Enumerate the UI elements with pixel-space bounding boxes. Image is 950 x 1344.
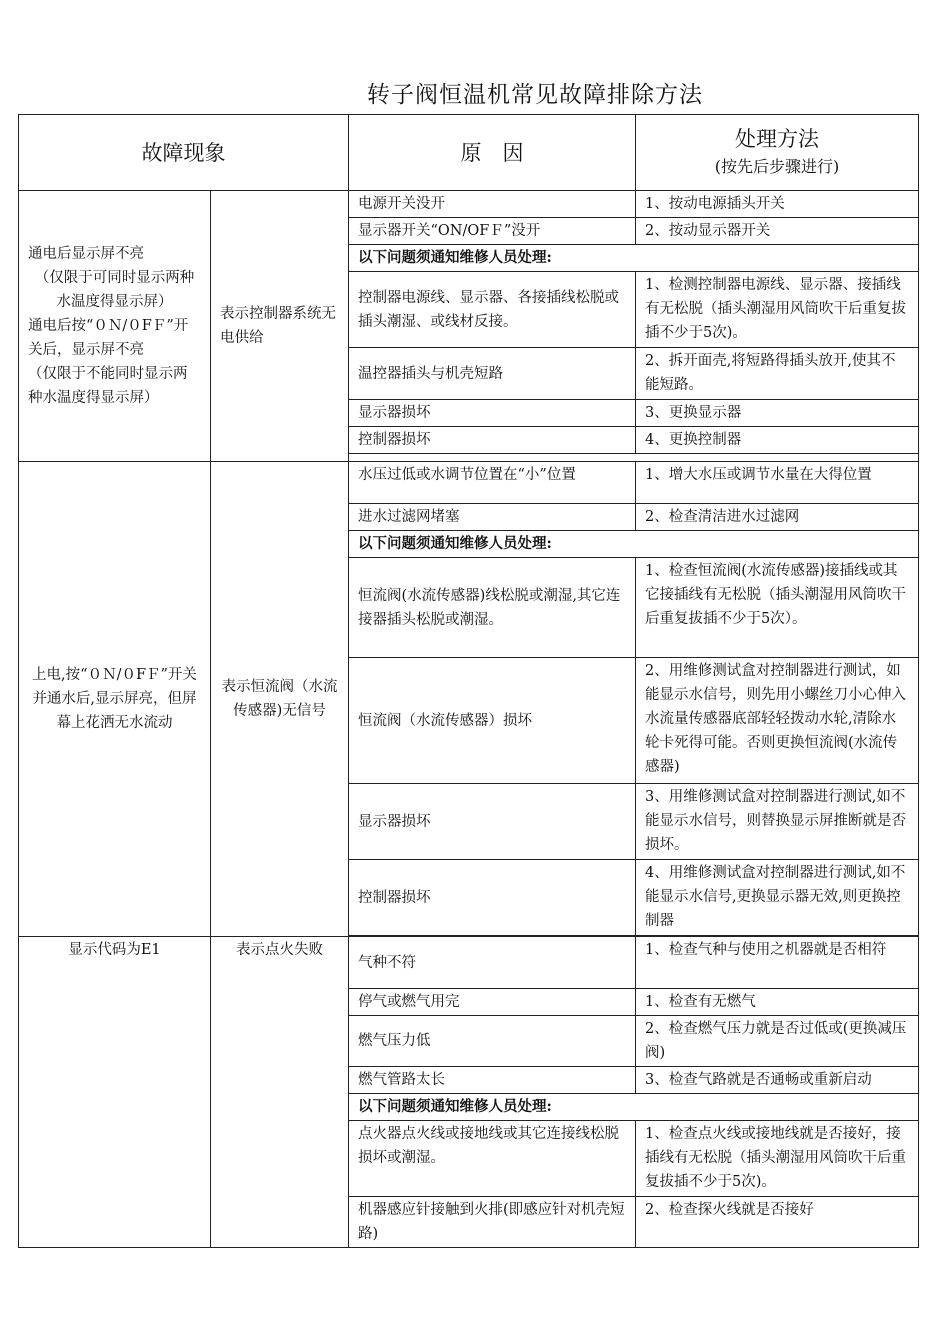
header-symptom: 故障现象 bbox=[19, 115, 349, 191]
meaning-cell: 表示恒流阀（水流传感器)无信号 bbox=[211, 462, 349, 937]
cause-cell: 控制器电源线、显示器、各接插线松脱或插头潮湿、或线材反接。 bbox=[349, 272, 636, 348]
meaning-cell: 表示点火失败 bbox=[211, 937, 349, 1248]
cause-cell: 控制器损坏 bbox=[349, 427, 636, 454]
table-row bbox=[19, 937, 919, 989]
cause-cell: 恒流阀(水流传感器)线松脱或潮湿,其它连接器插头松脱或潮湿。 bbox=[349, 558, 636, 658]
troubleshooting-table bbox=[18, 114, 919, 1248]
notice-text: 以下问题须通知维修人员处理: bbox=[349, 531, 919, 558]
cause-cell: 温控器插头与机壳短路 bbox=[349, 348, 636, 400]
cause-cell: 显示器开关“ON/OFＦ”没开 bbox=[349, 218, 636, 245]
symptom-line: （仅限于可同时显示两种水温度得显示屏） bbox=[34, 270, 195, 310]
meaning-cell: 表示控制器系统无电供给 bbox=[211, 191, 349, 462]
fix-cell: 1、检测控制器电源线、显示器、接插线有无松脱（插头潮湿用风筒吹干后重复拔插不少于5次)。 bbox=[636, 272, 919, 348]
fix-cell: 1、按动电源插头开关 bbox=[636, 191, 919, 218]
cause-cell: 进水过滤网堵塞 bbox=[349, 504, 636, 531]
fix-cell: 1、增大水压或调节水量在大得位置 bbox=[636, 462, 919, 504]
table-header-row bbox=[19, 115, 919, 191]
fix-cell: 2、拆开面壳,将短路得插头放开,使其不能短路。 bbox=[636, 348, 919, 400]
cause-cell: 燃气压力低 bbox=[349, 1016, 636, 1067]
symptom-line: 通电后显示屏不亮 bbox=[28, 246, 144, 262]
symptom-cell: 显示代码为E1 bbox=[19, 937, 211, 1248]
fix-cell: 1、检查气种与使用之机器就是否相符 bbox=[636, 937, 919, 989]
symptom-line: 通电后按“０Ｎ/０FＦ”开关后，显示屏不亮 bbox=[28, 318, 189, 358]
symptom-cell bbox=[19, 191, 211, 462]
notice-text: 以下问题须通知维修人员处理: bbox=[349, 1094, 919, 1121]
fix-cell: 1、检查点火线或接地线就是否接好，接插线有无松脱（插头潮湿用风筒吹干后重复拔插不少于5次)。 bbox=[636, 1121, 919, 1197]
cause-cell: 燃气管路太长 bbox=[349, 1067, 636, 1094]
fix-cell: 3、更换显示器 bbox=[636, 400, 919, 427]
header-fix-label: 处理方法 bbox=[735, 126, 819, 151]
fix-cell: 2、用维修测试盒对控制器进行测试，如能显示水信号，则先用小螺丝刀小心伸入水流量传感器底部轻轻拨动水轮,清除水轮卡死得可能。否则更换恒流阀(水流传感器) bbox=[636, 658, 919, 784]
fix-cell: 2、按动显示器开关 bbox=[636, 218, 919, 245]
fix-cell: 2、检查探火线就是否接好 bbox=[636, 1197, 919, 1248]
header-cause: 原 因 bbox=[349, 115, 636, 191]
cause-cell: 显示器损坏 bbox=[349, 400, 636, 427]
cause-cell: 停气或燃气用完 bbox=[349, 989, 636, 1016]
cause-cell: 控制器损坏 bbox=[349, 860, 636, 936]
notice-text: 以下问题须通知维修人员处理: bbox=[349, 245, 919, 272]
cause-cell: 点火器点火线或接地线或其它连接线松脱损坏或潮湿。 bbox=[349, 1121, 636, 1197]
fix-cell: 3、用维修测试盒对控制器进行测试,如不能显示水信号，则替换显示屏推断就是否损坏。 bbox=[636, 784, 919, 860]
fix-cell: 4、更换控制器 bbox=[636, 427, 919, 454]
table-row bbox=[19, 191, 919, 218]
table-row bbox=[19, 462, 919, 504]
cause-cell: 显示器损坏 bbox=[349, 784, 636, 860]
header-fix bbox=[636, 115, 919, 191]
symptom-line: （仅限于不能同时显示两种水温度得显示屏） bbox=[28, 366, 188, 406]
fix-cell: 1、检查恒流阀(水流传感器)接插线或其它接插线有无松脱（插头潮湿用风筒吹干后重复拔插不少于5次）。 bbox=[636, 558, 919, 658]
symptom-cell: 上电,按“０Ｎ/０FＦ”开关并通水后,显示屏亮，但屏幕上花洒无水流动 bbox=[19, 462, 211, 937]
fix-cell: 2、检查清洁进水过滤网 bbox=[636, 504, 919, 531]
fix-cell: 2、检查燃气压力就是否过低或(更换减压阀) bbox=[636, 1016, 919, 1067]
cause-cell: 电源开关没开 bbox=[349, 191, 636, 218]
fix-cell: 1、检查有无燃气 bbox=[636, 989, 919, 1016]
cause-cell: 恒流阀（水流传感器）损坏 bbox=[349, 658, 636, 784]
fix-cell: 3、检查气路就是否通畅或重新启动 bbox=[636, 1067, 919, 1094]
page-title: 转子阀恒温机常见故障排除方法 bbox=[367, 82, 703, 108]
cause-cell: 机器感应针接触到火排(即感应针对机壳短路) bbox=[349, 1197, 636, 1248]
header-fix-sub: (按先后步骤进行) bbox=[714, 156, 840, 176]
cause-cell: 水压过低或水调节位置在“小”位置 bbox=[349, 462, 636, 504]
fix-cell: 4、用维修测试盒对控制器进行测试,如不能显示水信号,更换显示器无效,则更换控制器 bbox=[636, 860, 919, 936]
cause-cell: 气种不符 bbox=[349, 937, 636, 989]
